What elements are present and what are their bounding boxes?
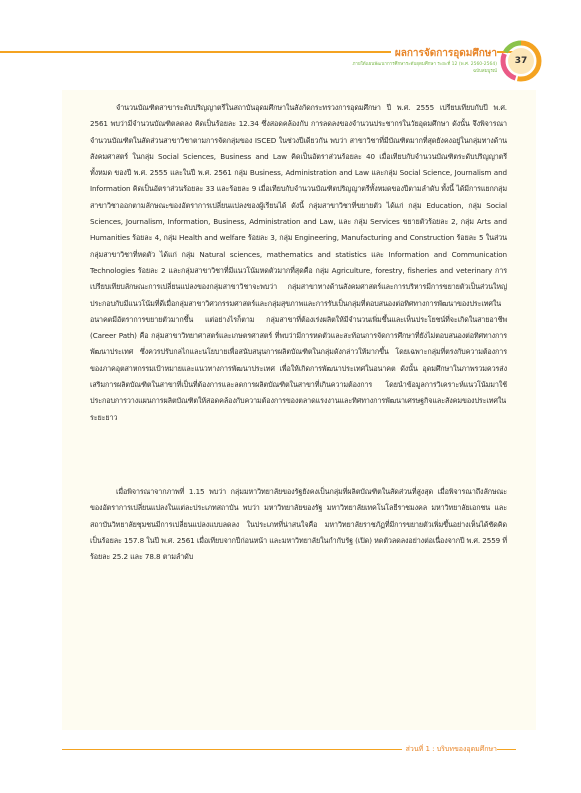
report-subtitle: ภายใต้แผนพัฒนาการศึกษาระดับอุดมศึกษา ระยะที่ 12 (พ.ศ. 2560-2564) xyxy=(352,62,497,67)
body-paragraph-2: เมื่อพิจารณาจากภาพที่ 1.15 พบว่า กลุ่มมหาวิทยาลัยของรัฐยังคงเป็นกลุ่มที่ผลิตบัณฑิตในสัดส่วนที่สูงสุด เมื่อพิจารณาถึงลักษณะของอัตราการเปลี่ยนแปลงในแต่ละประเภทสถาบัน พบว่า มหาวิทยาลัยของรัฐ มหาวิทยาลัยเทคโนโลยีราชมงคล มหาวิทยาลัยเอกชน และสถาบันวิทยาลัยชุมชนมีการเปลี่ยนแปลงแบบลดลง ในประเภทที่น่าสนใจคือ มหาวิทยาลัยราชภัฏที่มีการขยายตัวเพิ่มขึ้นอย่างเห็นได้ชัดคิดเป็นร้อยละ 157.8 ในปี พ.ศ. 2561 เมื่อเทียบจากปีก่อนหน้า และมหาวิทยาลัยในกำกับรัฐ (เปิด) หดตัวลดลงอย่างต่อเนื่องจากปี พ.ศ. 2559 ที่ร้อยละ 25.2 และ 78.8 ตามลำดับ xyxy=(90,487,507,562)
body-paragraph-1: จำนวนบัณฑิตสาขาระดับปริญญาตรีในสถาบันอุดมศึกษาในสังกัดกระทรวงการอุดมศึกษา ปี พ.ศ. 2555 เปรียบเทียบกับปี พ.ศ. 2561 พบว่ามีจำนวนบัณฑิตลดลง คิดเป็นร้อยละ 12.34 ซึ่งสอดคล้องกับ การลดลงของจำนวนประชากรในวัยอุดมศึกษา ดังนั้น จึงพิจารณาจำนวนบัณฑิตในสัดส่วนสาขาวิชาตามการจัดกลุ่มของ ISCED ในช่วงปีเดียวกัน พบว่า สาขาวิชาที่มีบัณฑิตมากที่สุดยังคงอยู่ในกลุ่มทางด้านสังคมศาสตร์ ในกลุ่ม Social Sciences, Business and Law คิดเป็นอัตราส่วนร้อยละ 40 เมื่อเทียบกับจำนวนบัณฑิตระดับปริญญาตรีทั้งหมด ของปี พ.ศ. 2555 และในปี พ.ศ. 2561 กลุ่ม Business, Administration and Law และกลุ่ม Social Science, Journalism and Information คิดเป็นอัตราส่วนร้อยละ 33 และร้อยละ 9 เมื่อเทียบกับจำนวนบัณฑิตปริญญาตรีทั้งหมดของปีตามลำดับ ทั้งนี้ ได้มีการแยกกลุ่มสาขาวิชาออกตามลักษณะของอัตราการเปลี่ยนแปลงของผู้เรียนได้ ดังนี้ กลุ่มสาขาวิชาที่ขยายตัว ได้แก่ กลุ่ม Education, กลุ่ม Social Sciences, Journalism, Information, Business, Administration and Law, และ กลุ่ม Services ขยายตัวร้อยละ 2, กลุ่ม Arts and Humanities ร้อยละ 4, กลุ่ม Health and welfare ร้อยละ 3, กลุ่ม Engineering, Manufacturing and Construction ร้อยละ 5 ในส่วนกลุ่มสาขาวิชาที่หดตัว ได้แก่ กลุ่ม Natural sciences, mathematics and statistics และ Information and Communication Technologies ร้อยละ 2 และกลุ่มสาขาวิชาที่มีแนวโน้มหดตัวมากที่สุดคือ กลุ่ม Agriculture, forestry, fisheries and veterinary การเปรียบเทียบลักษณะการเปลี่ยนแปลงของกลุ่มสาขาวิชาจะพบว่า กลุ่มสาขาทางด้านสังคมศาสตร์และการบริหารมีการขยายตัวเป็นส่วนใหญ่ประกอบกับมีแนวโน้มที่ดีเมื่อกลุ่มสาขาวิศวกรรมศาสตร์และกลุ่มสุขภาพและการรับเป็นกลุ่มที่ตอบสนองต่อทิศทางการพัฒนาของประเทศในอนาคตมีอัตราการขยายตัวมากขึ้น แต่อย่างไรก็ตาม กลุ่มสาขาที่ต้องเร่งผลิตให้มีจำนวนเพิ่มขึ้นและเห็นประโยชน์ที่จะเกิดในสายอาชีพ (Career Path) คือ กลุ่มสาขาวิทยาศาสตร์และเกษตรศาสตร์ ที่พบว่ามีการหดตัวและสะท้อนการจัดการศึกษาที่ยังไม่ตอบสนองต่อทิศทางการพัฒนาประเทศ ซึ่งควรปรับกลไกและนโยบายเพื่อสนับสนุนการผลิตบัณฑิตในกลุ่มดังกล่าวให้มากขึ้น โดยเฉพาะกลุ่มที่ตรงกับความต้องการของภาคอุตสาหกรรมเป้าหมายและแนวทางการพัฒนาประเทศ เพื่อให้เกิดการพัฒนาประเทศในอนาคต ดังนั้น อุดมศึกษาในภาพรวมควรส่งเสริมการผลิตบัณฑิตในสาขาที่เป็นที่ต้องการและลดการผลิตบัณฑิตในสาขาที่เกินความต้องการ โดยนำข้อมูลการวิเคราะห์แนวโน้มมาใช้ประกอบการวางแผนการผลิตบัณฑิตให้สอดคล้องกับความต้องการของตลาดแรงงานและทิศทางการพัฒนาเศรษฐกิจและสังคมของประเทศในระยะยาว xyxy=(90,103,507,422)
footer-section-label: ส่วนที่ 1 : บริบทของอุดมศึกษา xyxy=(402,744,497,755)
page-number: 37 xyxy=(514,56,528,66)
report-edition: ฉบับสมบูรณ์ xyxy=(473,69,497,74)
report-title: ผลการจัดการอุดมศึกษา xyxy=(391,46,497,61)
